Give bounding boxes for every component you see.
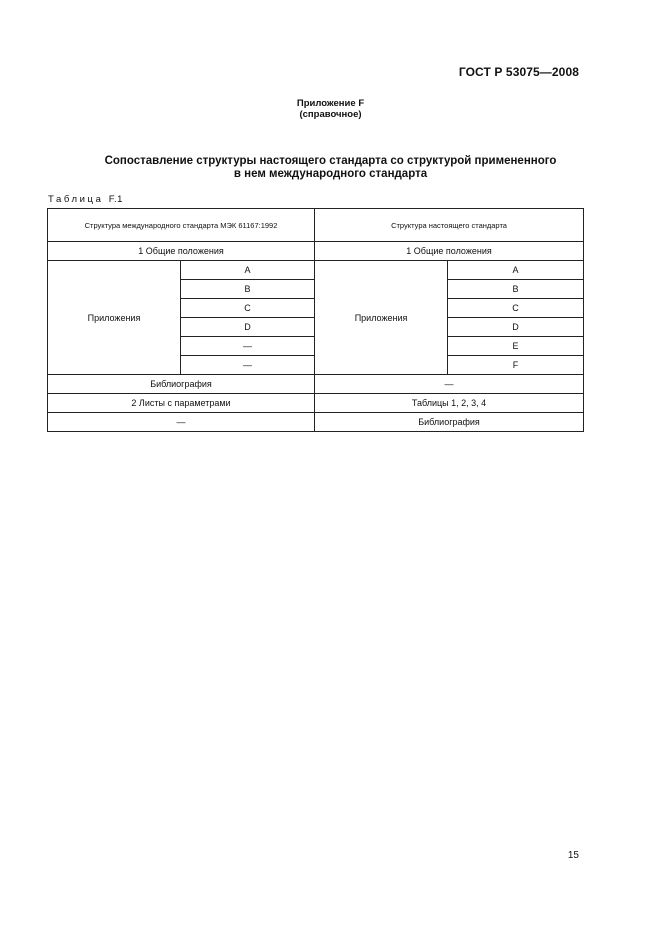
table-caption-number: F.1 <box>108 194 123 205</box>
cell-appendix-left-item: C <box>181 299 315 318</box>
cell-bibliography-right: — <box>315 375 584 394</box>
appendix-kind: (справочное) <box>299 109 362 120</box>
cell-last-left: — <box>48 413 315 432</box>
table-caption-word: Таблица <box>48 194 104 205</box>
cell-general-left: 1 Общие положения <box>48 242 315 261</box>
cell-appendix-left-item: D <box>181 318 315 337</box>
cell-appendix-right-item: A <box>448 261 584 280</box>
cell-bibliography-left: Библиография <box>48 375 315 394</box>
cell-appendix-right-item: F <box>448 356 584 375</box>
section-title <box>0 155 661 181</box>
section-title-line-1: Сопоставление структуры настоящего стандарта со структурой примененного <box>104 155 557 167</box>
page-number: 15 <box>567 850 579 861</box>
header-national-structure: Структура настоящего стандарта <box>315 209 584 242</box>
cell-appendix-right-item: D <box>448 318 584 337</box>
table-header-row <box>48 209 584 242</box>
appendix-title: Приложение F <box>296 98 365 109</box>
cell-general-right: 1 Общие положения <box>315 242 584 261</box>
cell-appendix-left-item: A <box>181 261 315 280</box>
table-caption <box>48 194 123 205</box>
cell-last-right: Библиография <box>315 413 584 432</box>
table-row <box>48 394 584 413</box>
table-row <box>48 261 584 280</box>
document-id: ГОСТ Р 53075—2008 <box>458 65 579 79</box>
cell-appendix-right-item: E <box>448 337 584 356</box>
cell-appendix-left-item: B <box>181 280 315 299</box>
section-title-line-2: в нем международного стандарта <box>233 168 428 180</box>
table-row <box>48 413 584 432</box>
appendix-heading <box>0 98 661 120</box>
cell-sheets-left: 2 Листы с параметрами <box>48 394 315 413</box>
cell-sheets-right: Таблицы 1, 2, 3, 4 <box>315 394 584 413</box>
cell-appendix-right-item: B <box>448 280 584 299</box>
table-row <box>48 242 584 261</box>
header-international-structure: Структура международного стандарта МЭК 61167:1992 <box>48 209 315 242</box>
comparison-table <box>47 208 584 432</box>
cell-appendix-left-item: — <box>181 356 315 375</box>
cell-appendices-right-label: Приложения <box>315 261 448 375</box>
cell-appendices-left-label: Приложения <box>48 261 181 375</box>
cell-appendix-left-item: — <box>181 337 315 356</box>
cell-appendix-right-item: C <box>448 299 584 318</box>
table-row <box>48 375 584 394</box>
